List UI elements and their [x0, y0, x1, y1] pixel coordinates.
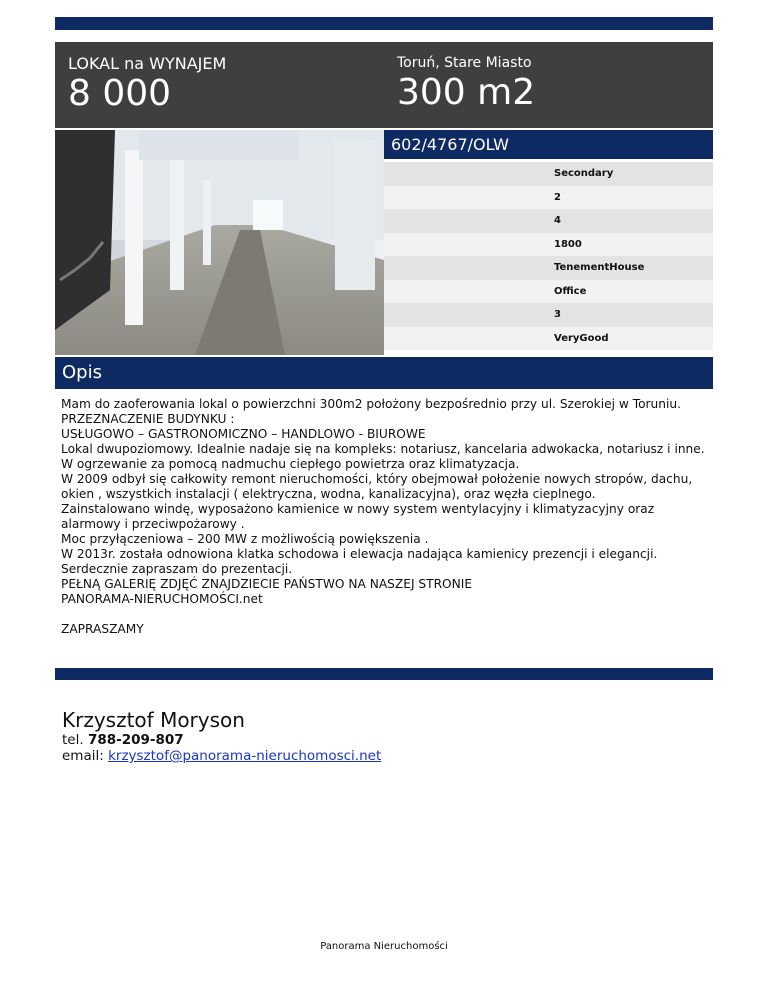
agent-email-line: [62, 748, 381, 764]
attribute-condition: VeryGood: [384, 327, 713, 351]
listing-location: Toruń, Stare Miasto: [397, 55, 532, 71]
description-line: Lokal dwupoziomowy. Idealnie nadaje się na kompleks: notariusz, kancelaria adwokacka, notariusz i inne.: [61, 442, 705, 456]
closing-text: ZAPRASZAMY: [61, 622, 144, 636]
attribute-usage: Office: [384, 280, 713, 304]
description-line: Moc przyłączeniowa – 200 MW z możliwością powiększenia .: [61, 532, 429, 546]
description: [61, 397, 711, 637]
attribute-list: [384, 162, 713, 350]
footer-brand: Panorama Nieruchomości: [320, 941, 448, 952]
listing-area: 300 m2: [397, 72, 536, 113]
attribute-floor: 4: [384, 209, 713, 233]
description-line: Serdecznie zapraszam do prezentacji.: [61, 562, 293, 576]
spacer: [61, 607, 711, 622]
room-photo-icon: [55, 130, 384, 355]
phone-label: tel.: [62, 732, 84, 748]
description-line: W 2009 odbył się całkowity remont nieruchomości, który obejmował położenie nowych stropów, dachu, okien , wszystkich instalacji ( elektryczna, wodna, kanalizacyjna), oraz węzła cieplnego.: [61, 472, 693, 501]
agent-contact: [62, 708, 381, 764]
email-link[interactable]: krzysztof@panorama-nieruchomosci.net: [108, 748, 382, 764]
description-line: PEŁNĄ GALERIĘ ZDJĘĆ ZNAJDZIECIE PAŃSTWO NA NASZEJ STRONIE: [61, 577, 473, 591]
agent-phone-line: [62, 732, 381, 748]
description-line: PANORAMA-NIERUCHOMOŚCI.net: [61, 592, 263, 606]
attribute-year: 1800: [384, 233, 713, 257]
reference-number: 602/4767/OLW: [384, 130, 713, 159]
top-accent-bar: [55, 17, 713, 30]
description-line: W 2013r. została odnowiona klatka schodowa i elewacja nadająca kamienicy prezencji i elegancji.: [61, 547, 658, 561]
listing-header: [55, 42, 713, 128]
attribute-rooms: 2: [384, 186, 713, 210]
description-line: Mam do zaoferowania lokal o powierzchni 300m2 położony bezpośrednio przy ul. Szerokiej w Toruniu.: [61, 397, 681, 411]
phone-number[interactable]: 788-209-807: [87, 732, 184, 748]
attribute-floors-total: 3: [384, 303, 713, 327]
listing-type: LOKAL na WYNAJEM: [68, 54, 227, 73]
description-line: Zainstalowano windę, wyposażono kamienice w nowy system wentylacyjny i klimatyzacyjny oraz alarmowy i przeciwpożarowy .: [61, 502, 655, 531]
description-line: USŁUGOWO – GASTRONOMICZNO – HANDLOWO - BIUROWE: [61, 427, 426, 441]
email-label: email:: [62, 748, 104, 764]
listing-price: 8 000: [68, 73, 172, 114]
section-title: Opis: [55, 357, 713, 389]
attribute-market: Secondary: [384, 162, 713, 186]
description-line: W ogrzewanie za pomocą nadmuchu ciepłego powietrza oraz klimatyzacja.: [61, 457, 520, 471]
attribute-building-type: TenementHouse: [384, 256, 713, 280]
description-line: PRZEZNACZENIE BUDYNKU :: [61, 412, 235, 426]
agent-name: Krzysztof Moryson: [62, 708, 245, 732]
bottom-accent-bar: [55, 668, 713, 680]
